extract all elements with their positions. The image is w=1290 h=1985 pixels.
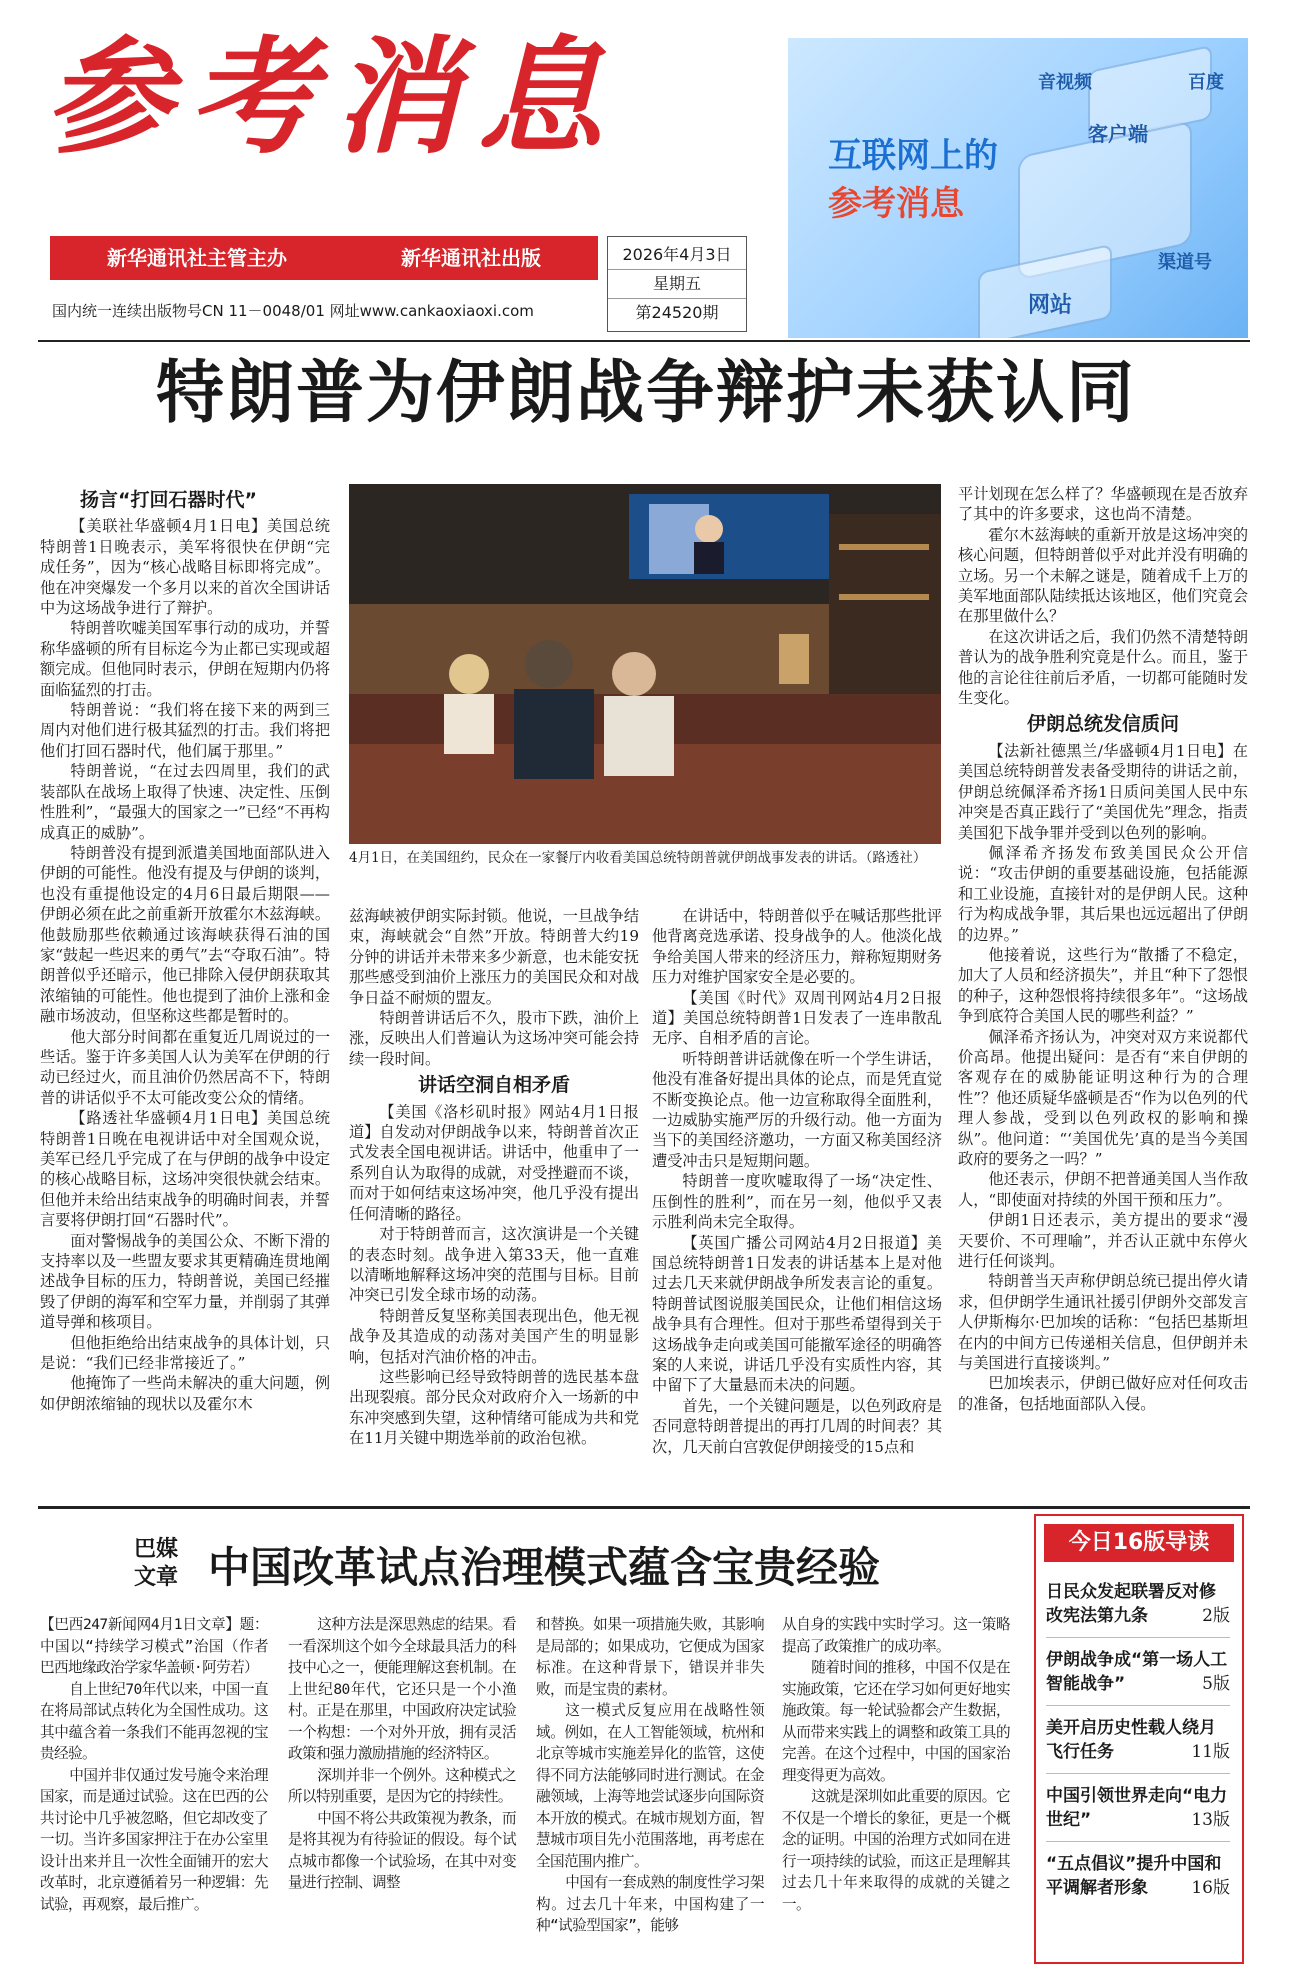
paragraph: 和替换。如果一项措施失败，其影响是局部的；如果成功，它便成为国家标准。在这种背景下，错误并非失败，而是宝贵的素材。 <box>536 1616 764 1698</box>
guide-item-page: 2版 <box>1202 1606 1230 1626</box>
paragraph: 首先，一个关键问题是，以色列政府是否同意特朗普提出的再打几周的时间表？其次，几天前白宫敦促伊朗接受的15点和 <box>652 1396 942 1456</box>
paragraph: 他接着说，这些行为“散播了不稳定，加大了人员和经济损失”，并且“种下了怨恨的种子，这种怨恨将持续很多年”。“这场战争到底符合美国人民的哪些利益？” <box>958 945 1248 1026</box>
masthead-rule <box>38 340 1250 342</box>
paragraph: 中国不将公共政策视为教条，而是将其视为有待验证的假设。每个试点城市都像一个试验场，在其中对变量进行控制、调整 <box>288 1809 516 1891</box>
paragraph: 这就是深圳如此重要的原因。它不仅是一个增长的象征，更是一个概念的证明。中国的治理方式如同在进行一项持续的试验，而这正是理解其过去几十年来取得的成就的关键之一。 <box>782 1788 1010 1913</box>
issue-number: 第24520期 <box>635 303 719 322</box>
article-column-1 <box>40 484 330 1414</box>
paragraph: 平计划现在怎么样了？华盛顿现在是否放弃了其中的许多要求，这也尚不清楚。 <box>958 485 1248 524</box>
masthead-title: 参考消息 <box>45 23 621 171</box>
paragraph: 伊朗1日还表示，美方提出的要求“漫天要价、不可理喻”，并否认正就中东停火进行任何谈判。 <box>958 1211 1248 1271</box>
guide-item-title: 中国引领世界走向“电力世纪” <box>1046 1786 1228 1830</box>
paragraph: 巴加埃表示，伊朗已做好应对任何攻击的准备，包括地面部队入侵。 <box>958 1374 1248 1413</box>
guide-item[interactable] <box>1046 1774 1230 1842</box>
paragraph: 他还表示，伊朗不把普通美国人当作敌人，“即使面对持续的外国干预和压力”。 <box>958 1170 1248 1209</box>
online-ad[interactable] <box>788 38 1248 338</box>
today-guide-box <box>1034 1514 1244 1964</box>
paragraph: 在这次讲话之后，我们仍然不清楚特朗普认为的战争胜利究竟是什么。而且，鉴于他的言论往往前后矛盾，一切都可能随时发生变化。 <box>958 627 1248 708</box>
paragraph: 从自身的实践中实时学习。这一策略提高了政策推广的成功率。 <box>782 1616 1010 1655</box>
ad-tag-video: 音视频 <box>1038 72 1092 93</box>
guide-item-title: 伊朗战争成“第一场人工智能战争” <box>1046 1650 1228 1694</box>
guide-item[interactable] <box>1046 1638 1230 1706</box>
paragraph: 【巴西247新闻网4月1日文章】题：中国以“持续学习模式”治国（作者 巴西地缘政治学家华盖顿·阿劳若） <box>40 1616 268 1676</box>
guide-item-page: 11版 <box>1191 1742 1230 1762</box>
paragraph: 自上世纪70年代以来，中国一直在将局部试点转化为全国性成功。这其中蕴含着一条我们不能再忽视的宝贵经验。 <box>40 1680 268 1762</box>
paragraph: 这些影响已经导致特朗普的选民基本盘出现裂痕。部分民众对政府介入一场新的中东冲突感到失望，这种情绪可能成为共和党在11月关键中期选举前的政治包袱。 <box>349 1367 639 1448</box>
paragraph: 面对警惕战争的美国公众、不断下滑的支持率以及一些盟友要求其更精确连贯地阐述战争目标的压力，特朗普说，美国已经摧毁了伊朗的海军和空军力量，并削弱了其弹道导弹和核项目。 <box>40 1231 330 1332</box>
guide-heading: 今日16版导读 <box>1044 1524 1234 1562</box>
restaurant-photo-illustration <box>349 484 941 844</box>
paragraph: 佩泽希齐扬认为，冲突对双方来说都代价高昂。他提出疑问：是否有“来自伊朗的客观存在的威胁能证明这种行为的合理性”？他还质疑华盛顿是否“作为以色列的代理人参战，受到以色列政权的影响和操纵”。他问道：“‘美国优先’真的是当今美国政府的要务之一吗？” <box>958 1027 1248 1168</box>
ad-line1: 互联网上的 <box>828 136 998 176</box>
paragraph: 霍尔木兹海峡的重新开放是这场冲突的核心问题，但特朗普似乎对此并没有明确的立场。另一个未解之谜是，随着成千上万的美军地面部队陆续抵达该地区，他们究竟会在那里做什么？ <box>958 525 1248 626</box>
paragraph: 他掩饰了一些尚未解决的重大问题，例如伊朗浓缩铀的现状以及霍尔木 <box>40 1374 330 1413</box>
guide-item-title: 美开启历史性载人绕月飞行任务 <box>1046 1718 1216 1762</box>
ad-line2: 参考消息 <box>828 184 964 224</box>
paragraph: 这种方法是深思熟虑的结果。看一看深圳这个如今全球最具活力的科技中心之一，便能理解这套机制。在上世纪80年代，它还只是一个小渔村。正是在那里，中国政府决定试验一个构想：一个对外开放，拥有灵活政策和强力激励措施的经济特区。 <box>288 1616 516 1762</box>
guide-item[interactable] <box>1046 1706 1230 1774</box>
article-column-2 <box>349 906 639 1449</box>
subheading-iran-letter: 伊朗总统发信质问 <box>1026 713 1179 736</box>
paragraph: 【美联社华盛顿4月1日电】美国总统特朗普1日晚表示，美军将很快在伊朗“完成任务”，因为“核心战略目标即将完成”。他在冲突爆发一个多月以来的首次全国讲话中为这场战争进行了辩护。 <box>40 517 330 618</box>
paragraph: 特朗普没有提到派遣美国地面部队进入伊朗的可能性。他没有提及与伊朗的谈判，也没有重提他设定的4月6日最后期限——伊朗必须在此之前重新开放霍尔木兹海峡。他鼓励那些依赖通过该海峡获得石油的国家“鼓起一些迟来的勇气”去“夺取石油”。特朗普似乎还暗示，他已排除入侵伊朗获取其浓缩铀的可能性。他也提到了油价上涨和金融市场波动，但坚称这些都是暂时的。 <box>40 843 330 1026</box>
paragraph: 特朗普当天声称伊朗总统已提出停火请求，但伊朗学生通讯社援引伊朗外交部发言人伊斯梅尔·巴加埃的话称：“包括巴基斯坦在内的中间方已传递相关信息，但伊朗并未与美国进行直接谈判。” <box>958 1272 1248 1373</box>
ad-tag-website: 网站 <box>1028 293 1073 318</box>
paragraph: 在讲话中，特朗普似乎在喊话那些批评他背离竞选承诺、投身战争的人。他淡化战争给美国人带来的经济压力，辩称短期财务压力对维护国家安全是必要的。 <box>652 907 942 987</box>
section-divider <box>38 1506 1250 1509</box>
news-photo <box>349 484 941 844</box>
guide-item[interactable] <box>1046 1570 1230 1638</box>
paragraph: 特朗普吹嘘美国军事行动的成功，并誓称华盛顿的所有目标迄今为止都已实现或超额完成。但他同时表示，伊朗在短期内仍将面临猛烈的打击。 <box>40 619 330 699</box>
paragraph: 中国并非仅通过发号施令来治理国家，而是通过试验。这在巴西的公共讨论中几乎被忽略，但它却改变了一切。当许多国家押注于在办公室里设计出来并且一次性全面铺开的宏大改革时，北京遵循着另一种逻辑：先试验，再观察，最后推广。 <box>40 1766 268 1913</box>
paragraph: 【美国《洛杉矶时报》网站4月1日报道】自发动对伊朗战争以来，特朗普首次正式发表全国电视讲话。讲话中，他重申了一系列自认为取得的成就，对受挫避而不谈，而对于如何结束这场冲突，他几乎没有提出任何清晰的路径。 <box>349 1102 639 1223</box>
paragraph: 特朗普说，“在过去四周里，我们的武装部队在战场上取得了快速、决定性、压倒性胜利”，“最强大的国家之一”已经“不再构成真正的威胁”。 <box>40 762 330 842</box>
issue-date: 2026年4月3日 <box>622 245 732 264</box>
ad-tag-client: 客户端 <box>1088 122 1148 146</box>
paragraph: 听特朗普讲话就像在听一个学生讲话，他没有准备好提出具体的论点，而是凭直觉不断变换论点。他一边宣称取得全面胜利，一边威胁实施严厉的升级行动。他一方面为当下的美国经济邀功，一方面又称美国经济遭受冲击只是短期问题。 <box>652 1049 942 1170</box>
guide-item-page: 16版 <box>1191 1878 1230 1898</box>
article-column-4 <box>958 484 1248 1414</box>
guide-item[interactable] <box>1046 1842 1230 1909</box>
paragraph: 中国有一套成熟的制度性学习架构。过去几十年来，中国构建了一种“试验型国家”，能够 <box>536 1874 764 1934</box>
publication-info: 国内统一连续出版物号CN 11－0048/01 网址www.cankaoxiaoxi.com <box>52 302 534 320</box>
paragraph: 他大部分时间都在重复近几周说过的一些话。鉴于许多美国人认为美军在伊朗的行动已经过火，而且油价仍然居高不下，特朗普的讲话似乎不太可能改变公众的情绪。 <box>40 1027 330 1107</box>
lower-column-3 <box>536 1614 764 1937</box>
paragraph: 【路透社华盛顿4月1日电】美国总统特朗普1日晚在电视讲话中对全国观众说，美军已经几乎完成了在与伊朗的战争中设定的核心战略目标，这场冲突很快就会结束。但他并未给出结束战争的明确时间表，并誓言要将伊朗打回“石器时代”。 <box>40 1109 330 1230</box>
guide-item-page: 5版 <box>1202 1674 1230 1694</box>
photo-caption: 4月1日，在美国纽约，民众在一家餐厅内收看美国总统特朗普就伊朗战事发表的讲话。（路透社） <box>349 850 927 866</box>
lower-column-2 <box>288 1614 516 1894</box>
sponsor-left: 新华通讯社主管主办 <box>107 246 287 270</box>
paragraph: 【美国《时代》双周刊网站4月2日报道】美国总统特朗普1日发表了一连串散乱无序、自相矛盾的言论。 <box>652 988 942 1048</box>
main-headline: 特朗普为伊朗战争辩护未获认同 <box>155 354 1136 433</box>
date-box <box>607 236 747 332</box>
paragraph: 特朗普说：“我们将在接下来的两到三周内对他们进行极其猛烈的打击。我们将把他们打回石器时代，他们属于那里。” <box>40 701 330 760</box>
lower-column-1 <box>40 1614 268 1915</box>
lower-headline: 中国改革试点治理模式蕴含宝贵经验 <box>208 1543 881 1592</box>
guide-item-title: “五点倡议”提升中国和平调解者形象 <box>1046 1854 1222 1898</box>
paragraph: 随着时间的推移，中国不仅是在实施政策，它还在学习如何更好地实施政策。每一轮试验都会产生数据，从而带来实践上的调整和政策工具的完善。在这个过程中，中国的国家治理变得更为高效。 <box>782 1659 1010 1784</box>
sponsor-bar <box>50 236 598 280</box>
paragraph: 对于特朗普而言，这次演讲是一个关键的表态时刻。战争进入第33天，他一直难以清晰地解释这场冲突的范围与目标。目前冲突已引发全球市场的动荡。 <box>349 1225 639 1305</box>
paragraph: 兹海峡被伊朗实际封锁。他说，一旦战争结束，海峡就会“自然”开放。特朗普大约19分钟的讲话并未带来多少新意，也未能安抚那些感受到油价上涨压力的美国民众和对战争日益不耐烦的盟友。 <box>349 907 639 1007</box>
paragraph: 【英国广播公司网站4月2日报道】美国总统特朗普1日发表的讲话基本上是对他过去几天来就伊朗战争所发表言论的重复。特朗普试图说服美国民众，让他们相信这场战争具有合理性。但对于那些希望得到关于这场战争走向或美国可能撤军途径的明确答案的人来说，讲话几乎没有实质性内容，其中留下了大量悬而未决的问题。 <box>652 1233 942 1395</box>
paragraph: 特朗普一度吹嘘取得了一场“决定性、压倒性的胜利”，而在另一刻，他似乎又表示胜利尚未完全取得。 <box>652 1172 942 1232</box>
paragraph: 深圳并非一个例外。这种模式之所以特别重要，是因为它的持续性。 <box>288 1766 516 1805</box>
guide-item-page: 13版 <box>1191 1810 1230 1830</box>
lower-column-4 <box>782 1614 1010 1915</box>
paragraph: 【法新社德黑兰/华盛顿4月1日电】在美国总统特朗普发表备受期待的讲话之前，伊朗总统佩泽希齐扬1日质问美国人民中东冲突是否真正践行了“美国优先”理念，指责美国犯下战争罪并受到以色列的影响。 <box>958 741 1248 842</box>
subheading-contradiction: 讲话空洞自相矛盾 <box>417 1074 570 1097</box>
subheading-stone-age: 扬言“打回石器时代” <box>80 489 257 511</box>
guide-item-title: 日民众发起联署反对修改宪法第九条 <box>1046 1582 1216 1626</box>
ad-tag-baidu: 百度 <box>1188 72 1224 93</box>
sponsor-right: 新华通讯社出版 <box>401 246 541 270</box>
ad-tag-channel: 渠道号 <box>1158 252 1212 273</box>
paragraph: 佩泽希齐扬发布致美国民众公开信说：“攻击伊朗的重要基础设施，包括能源和工业设施，直接针对的是伊朗人民。这种行为构成战争罪，其后果也远远超出了伊朗的边界。” <box>958 843 1248 944</box>
article-column-3 <box>652 906 942 1457</box>
paragraph: 特朗普反复坚称美国表现出色，他无视战争及其造成的动荡对美国产生的明显影响，包括对汽油价格的冲击。 <box>349 1306 639 1366</box>
lower-kicker: 巴媒文章 <box>134 1537 179 1590</box>
issue-weekday: 星期五 <box>608 269 746 299</box>
paragraph: 这一模式反复应用在战略性领域。例如，在人工智能领域，杭州和北京等城市实施差异化的监管，这使得不同方法能够同时进行测试。在金融领域，上海等地尝试逐步向国际资本开放的模式。在城市规划方面，智慧城市项目先小范围落地，再考虑在全国范围内推广。 <box>536 1702 764 1870</box>
paragraph: 特朗普讲话后不久，股市下跌，油价上涨，反映出人们普遍认为这场冲突可能会持续一段时间。 <box>349 1009 639 1068</box>
paragraph: 但他拒绝给出结束战争的具体计划，只是说：“我们已经非常接近了。” <box>40 1333 330 1373</box>
